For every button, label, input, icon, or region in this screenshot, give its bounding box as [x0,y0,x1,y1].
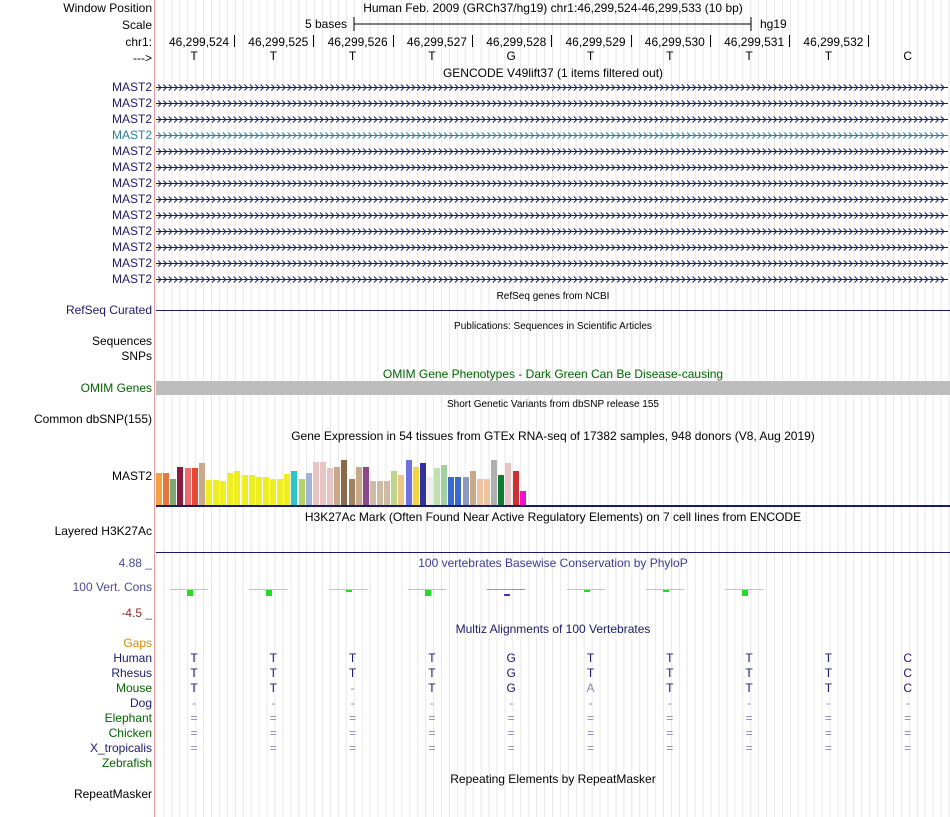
multiz-base: - [271,696,276,710]
multiz-base: - [667,696,672,710]
gtex-tissue-bar[interactable] [185,468,191,505]
multiz-base: T [428,651,436,665]
gencode-gene-feature[interactable] [156,272,948,287]
multiz-base: T [745,666,753,680]
multiz-base: - [905,696,910,710]
multiz-base: - [588,696,593,710]
refseq-label[interactable]: RefSeq Curated [65,303,152,317]
gencode-gene-feature[interactable] [156,256,948,271]
multiz-species-label[interactable]: Rhesus [111,666,152,680]
multiz-base: - [826,696,831,710]
multiz-base: - [429,696,434,710]
gtex-tissue-bar[interactable] [356,467,362,505]
multiz-base: = [586,711,594,725]
gtex-tissue-bar[interactable] [448,477,454,505]
ruler-position-label: 46,299,528 [486,35,547,49]
ruler-base: T [824,49,833,63]
gtex-tissue-bar[interactable] [256,477,262,505]
multiz-base: = [904,726,912,740]
multiz-base: = [190,726,198,740]
multiz-base: = [507,741,515,755]
gtex-tissue-bar[interactable] [334,467,340,505]
label-divider [154,0,155,817]
gtex-tissue-bar[interactable] [249,475,255,505]
phylop-score-mark[interactable] [266,590,272,596]
publications-title[interactable]: Publications: Sequences in Scientific Articles [454,321,652,332]
gtex-tissue-bar[interactable] [177,467,183,505]
scale-assembly: hg19 [760,17,787,31]
multiz-base: = [269,726,277,740]
multiz-base: G [506,651,516,665]
gencode-gene-feature[interactable] [156,160,948,175]
ruler-base: T [348,49,357,63]
gtex-tissue-bar[interactable] [306,473,312,505]
gencode-gene-feature[interactable] [156,112,948,127]
gtex-tissue-bar[interactable] [349,479,355,505]
multiz-base: = [269,741,277,755]
repeatmasker-title[interactable]: Repeating Elements by RepeatMasker [450,772,656,786]
gencode-gene-label[interactable]: MAST2 [111,256,152,270]
multiz-base: = [824,741,832,755]
multiz-base: - [747,696,752,710]
gtex-tissue-bar[interactable] [277,479,283,505]
gtex-tissue-bar[interactable] [163,473,169,505]
ruler-tick [234,35,235,47]
gtex-label[interactable]: MAST2 [111,469,152,483]
multiz-base: C [903,666,913,680]
multiz-base: T [824,681,833,695]
gencode-gene-feature[interactable] [156,240,948,255]
gencode-gene-label[interactable]: MAST2 [111,144,152,158]
multiz-base: T [666,651,674,665]
gencode-gene-label[interactable]: MAST2 [111,160,152,174]
multiz-base: = [586,726,594,740]
multiz-base: = [666,741,674,755]
phylop-baseline-mark [487,589,525,590]
omim-label[interactable]: OMIM Genes [80,381,152,395]
multiz-base: = [745,711,753,725]
multiz-base: - [350,696,355,710]
gtex-tissue-bar[interactable] [513,471,519,505]
gtex-tissue-bar[interactable] [341,460,347,505]
ruler-tick [472,35,473,47]
gencode-gene-label[interactable]: MAST2 [111,240,152,254]
h3k27ac-label[interactable]: Layered H3K27Ac [54,524,152,538]
multiz-base: = [904,741,912,755]
multiz-base: T [269,666,277,680]
multiz-species-label[interactable]: Zebrafish [101,756,152,770]
gtex-tissue-bar[interactable] [377,481,383,505]
gtex-tissue-bar[interactable] [170,479,176,505]
ruler-tick [313,35,314,47]
gencode-gene-label[interactable]: MAST2 [111,176,152,190]
gencode-gene-feature[interactable] [156,80,948,95]
gtex-tissue-bar[interactable] [384,481,390,505]
multiz-base: = [666,711,674,725]
gtex-tissue-bar[interactable] [156,473,162,505]
gencode-gene-label[interactable]: MAST2 [111,224,152,238]
gencode-gene-label[interactable]: MAST2 [111,112,152,126]
scale-label: Scale [121,18,152,32]
multiz-base: T [190,681,198,695]
multiz-base: = [586,741,594,755]
multiz-base: = [666,726,674,740]
gtex-tissue-bar[interactable] [242,475,248,505]
multiz-base: T [269,681,277,695]
phylop-score-mark[interactable] [504,594,510,596]
ruler-position-label: 46,299,524 [169,35,230,49]
multiz-base: = [190,741,198,755]
ruler-base: T [666,49,674,63]
multiz-base: T [666,681,674,695]
gencode-gene-label[interactable]: MAST2 [111,96,152,110]
h3k27ac-title[interactable]: H3K27Ac Mark (Often Found Near Active Regulatory Elements) on 7 cell lines from ENCODE [304,510,802,524]
phylop-score-mark[interactable] [187,590,193,596]
gtex-tissue-bar[interactable] [520,491,526,505]
ruler-base: T [190,49,198,63]
multiz-species-label[interactable]: X_tropicalis [89,741,152,755]
gtex-tissue-bar[interactable] [206,480,212,505]
gtex-tissue-bar[interactable] [463,477,469,505]
chrom-label: chr1: [125,35,152,49]
window-position-value: Human Feb. 2009 (GRCh37/hg19) chr1:46,299,524-46,299,533 (10 bp) [363,1,743,15]
gencode-gene-feature[interactable] [156,144,948,159]
multiz-base: - [192,696,196,710]
refseq-title[interactable]: RefSeq genes from NCBI [496,291,610,302]
multiz-species-label[interactable]: Chicken [108,726,152,740]
gtex-tissue-bar[interactable] [427,477,433,505]
gencode-gene-label[interactable]: MAST2 [111,80,152,94]
gtex-tissue-bar[interactable] [263,477,269,505]
ruler-position-label: 46,299,529 [565,35,626,49]
omim-band[interactable] [156,381,950,395]
gtex-tissue-bar[interactable] [284,474,290,505]
ruler-base: G [506,49,516,63]
gtex-tissue-bar[interactable] [391,471,397,505]
gtex-tissue-bar[interactable] [299,479,305,505]
gtex-tissue-bar[interactable] [434,468,440,505]
gtex-tissue-bar[interactable] [413,467,419,505]
gtex-tissue-bar[interactable] [491,460,497,505]
gencode-gene-feature[interactable] [156,192,948,207]
ruler-tick [789,35,790,47]
scale-bar [352,15,754,33]
gtex-tissue-bar[interactable] [220,481,226,505]
multiz-species-label[interactable]: Dog [129,696,152,710]
dbsnp-label[interactable]: Common dbSNP(155) [33,412,152,426]
ruler-tick [631,35,632,47]
gtex-tissue-bar[interactable] [420,463,426,505]
gtex-tissue-bar[interactable] [291,471,297,505]
dbsnp-title[interactable]: Short Genetic Variants from dbSNP release 155 [447,399,659,410]
h3k27ac-line[interactable] [156,552,950,553]
multiz-base: C [903,651,913,665]
strand-label: ---> [133,51,152,65]
gtex-baseline [156,505,950,507]
ruler-tick [710,35,711,47]
ruler-tick [868,35,869,47]
sequences-label[interactable]: Sequences [91,334,152,348]
ruler-position-label: 46,299,525 [248,35,309,49]
gtex-title[interactable]: Gene Expression in 54 tissues from GTEx RNA-seq of 17382 samples, 948 donors (V8, Aug 2019) [291,429,815,443]
gtex-tissue-bar[interactable] [505,463,511,505]
multiz-base: T [824,666,833,680]
multiz-base: = [349,726,357,740]
gtex-tissue-bar[interactable] [199,463,205,505]
multiz-base: T [348,666,357,680]
multiz-base: T [190,651,198,665]
multiz-base: = [824,711,832,725]
multiz-base: = [507,711,515,725]
multiz-base: T [745,681,753,695]
gaps-label[interactable]: Gaps [123,636,152,650]
ruler-base: T [428,49,436,63]
gtex-tissue-bar[interactable] [398,475,404,505]
phylop-max-label: 4.88 _ [118,556,152,570]
phylop-score-mark[interactable] [425,590,431,596]
gtex-tissue-bar[interactable] [441,465,447,505]
multiz-base: G [506,681,516,695]
ruler-base: T [586,49,595,63]
multiz-base: = [269,711,277,725]
multiz-base: = [824,726,832,740]
gtex-tissue-bar[interactable] [484,479,490,505]
gencode-gene-label[interactable]: MAST2 [111,208,152,222]
ruler-base: C [903,49,913,63]
multiz-base: = [349,711,357,725]
phylop-score-mark[interactable] [742,590,748,596]
phylop-score-mark[interactable] [346,590,352,592]
multiz-species-label[interactable]: Mouse [115,681,152,695]
gencode-gene-feature[interactable] [156,96,948,111]
phylop-title[interactable]: 100 vertebrates Basewise Conservation by PhyloP [418,556,688,570]
gtex-tissue-bar[interactable] [313,462,319,505]
gtex-tissue-bar[interactable] [370,481,376,505]
ruler-tick [551,35,552,47]
ruler-base: T [269,49,277,63]
gtex-tissue-bar[interactable] [192,468,198,505]
multiz-base: A [586,681,595,695]
ruler-position-label: 46,299,530 [644,35,705,49]
multiz-base: T [428,681,436,695]
gencode-gene-feature[interactable] [156,176,948,191]
gtex-tissue-bar[interactable] [227,473,233,505]
multiz-base: G [506,666,516,680]
gtex-tissue-bar[interactable] [234,471,240,505]
multiz-base: T [269,651,277,665]
multiz-base: T [666,666,674,680]
gtex-tissue-bar[interactable] [455,477,461,505]
multiz-base: = [190,711,198,725]
gtex-tissue-bar[interactable] [498,475,504,505]
multiz-base: T [745,651,753,665]
gtex-tissue-bar[interactable] [406,460,412,505]
gtex-tissue-bar[interactable] [363,467,369,505]
gencode-gene-label[interactable]: MAST2 [111,272,152,286]
gencode-gene-feature[interactable] [156,208,948,223]
multiz-base: T [586,651,595,665]
multiz-base: = [745,726,753,740]
multiz-species-label[interactable]: Human [113,651,152,665]
gtex-tissue-bar[interactable] [470,471,476,505]
multiz-base: T [824,651,833,665]
repeatmasker-label[interactable]: RepeatMasker [73,787,152,801]
multiz-species-label[interactable]: Elephant [104,711,152,725]
multiz-base: = [428,726,436,740]
phylop-label[interactable]: 100 Vert. Cons [72,580,152,594]
ruler-position-label: 46,299,526 [327,35,388,49]
multiz-base: = [428,711,436,725]
multiz-base: = [349,741,357,755]
ruler-tick [393,35,394,47]
phylop-min-label: -4.5 _ [121,606,152,620]
multiz-base: T [348,651,357,665]
gencode-gene-feature[interactable] [156,224,948,239]
refseq-line[interactable] [156,310,950,311]
snps-label[interactable]: SNPs [121,349,152,363]
gencode-title[interactable]: GENCODE V49lift37 (1 items filtered out) [442,66,664,80]
ruler-position-label: 46,299,527 [406,35,467,49]
multiz-base: - [509,696,514,710]
multiz-base: T [428,666,436,680]
multiz-base: = [507,726,515,740]
multiz-base: T [586,666,595,680]
window-position-label: Window Position [63,1,152,15]
scale-value: 5 bases [305,17,348,31]
multiz-title[interactable]: Multiz Alignments of 100 Vertebrates [455,622,651,636]
gtex-tissue-bar[interactable] [327,468,333,505]
gencode-gene-label[interactable]: MAST2 [111,128,152,142]
phylop-score-mark[interactable] [663,590,669,592]
multiz-base: C [903,681,913,695]
ruler-base: T [745,49,753,63]
gtex-tissue-bar[interactable] [213,480,219,505]
gencode-gene-label[interactable]: MAST2 [111,192,152,206]
multiz-base: = [745,741,753,755]
omim-title[interactable]: OMIM Gene Phenotypes - Dark Green Can Be Disease-causing [382,367,724,381]
ruler-position-label: 46,299,532 [803,35,864,49]
gtex-tissue-bar[interactable] [270,479,276,505]
multiz-base: - [350,681,355,695]
phylop-score-mark[interactable] [584,590,590,592]
gencode-gene-feature[interactable] [156,128,948,143]
multiz-base: = [904,711,912,725]
gtex-tissue-bar[interactable] [320,462,326,505]
gtex-tissue-bar[interactable] [477,479,483,505]
ruler-position-label: 46,299,531 [724,35,785,49]
multiz-base: = [428,741,436,755]
multiz-base: T [190,666,198,680]
